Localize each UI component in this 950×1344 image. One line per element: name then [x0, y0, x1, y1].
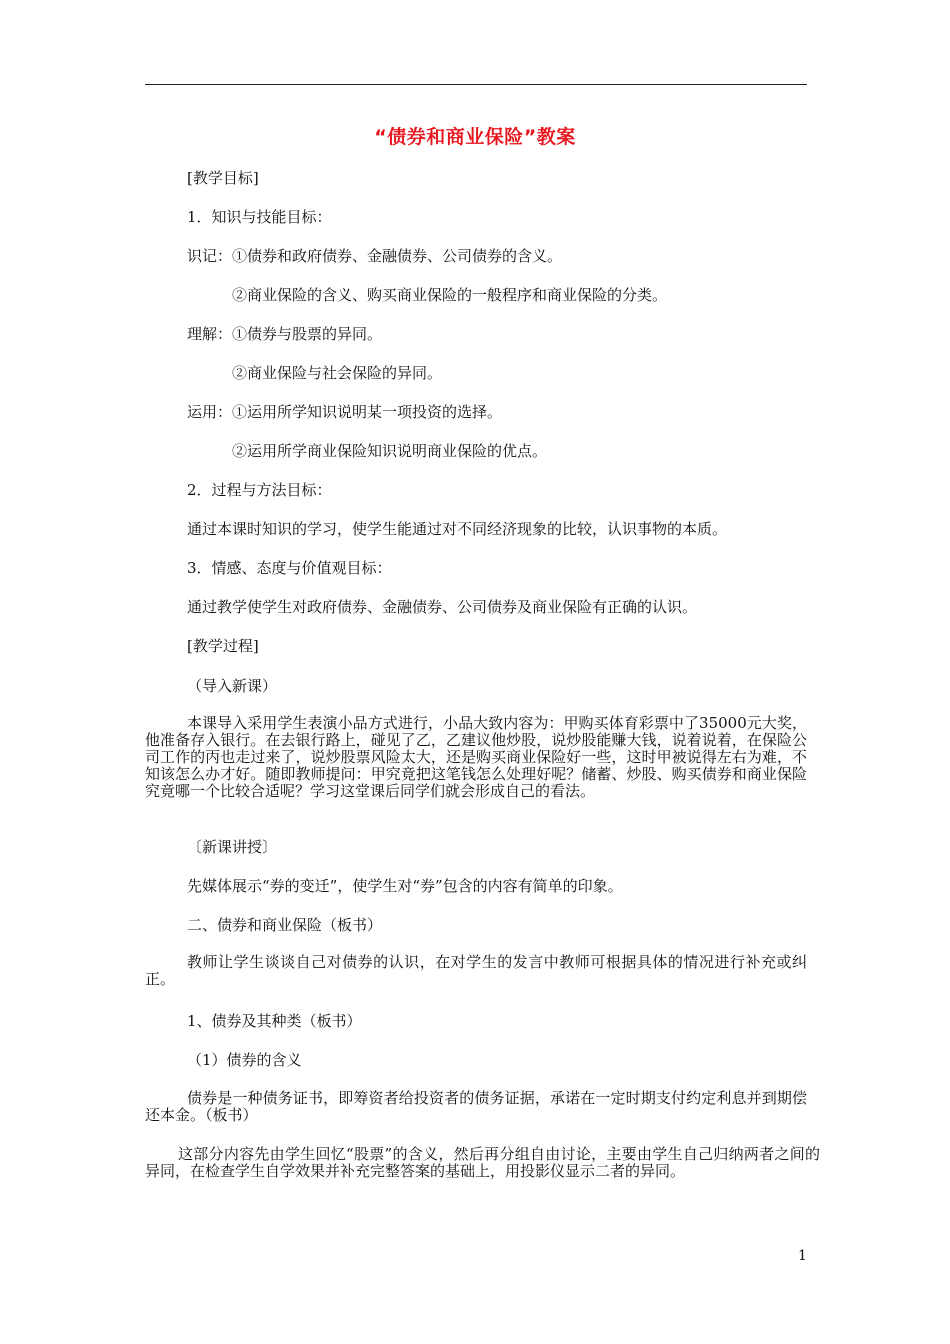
- memorize-2: ②商业保险的含义、购买商业保险的一般程序和商业保险的分类。: [232, 286, 668, 304]
- bond-meaning-heading: （1）债券的含义: [187, 1051, 302, 1069]
- teacher-paragraph: 教师让学生谈谈自己对债券的认识，在对学生的发言中教师可根据具体的情况进行补充或纠正。: [145, 953, 807, 988]
- section-2-heading: 二、债券和商业保险（板书）: [187, 916, 383, 934]
- bond-definition-paragraph: 债券是一种债务证书，即筹资者给投资者的债务证据，承诺在一定时期支付约定利息并到期偿还本金。（板书）: [145, 1089, 807, 1124]
- header-rule: [145, 84, 807, 85]
- understand-2: ②商业保险与社会保险的异同。: [232, 364, 443, 382]
- goal-2: 2．过程与方法目标：: [187, 481, 332, 499]
- discussion-paragraph: 这部分内容先由学生回忆“股票”的含义，然后再分组自由讨论，主要由学生自己归纳两者之间的异同，在检查学生自学效果并补充完整答案的基础上，用投影仪显示二者的异同。: [145, 1145, 820, 1180]
- goal-2-text: 通过本课时知识的学习，使学生能通过对不同经济现象的比较，认识事物的本质。: [187, 520, 728, 538]
- intro-heading: （导入新课）: [187, 677, 278, 695]
- understand-1: 理解：①债券与股票的异同。: [187, 325, 383, 343]
- new-lesson-heading: 〔新课讲授〕: [187, 838, 278, 856]
- intro-paragraph: 本课导入采用学生表演小品方式进行，小品大致内容为：甲购买体育彩票中了35000元大奖，他准备存入银行。在去银行路上，碰见了乙，乙建议他炒股，说炒股能赚大钱，说着说着，在保险公司工作的丙也走过来了，说炒股票风险太大，还是购买商业保险好一些，这时甲被说得左右为难，不知该怎么办才好。随即教师提问：甲究竟把这笔钱怎么处理好呢？储蓄、炒股、购买债券和商业保险究竟哪一个比较合适呢？学习这堂课后同学们就会形成自己的看法。: [145, 714, 807, 800]
- bond-types-heading: 1、债券及其种类（板书）: [187, 1012, 362, 1030]
- memorize-1: 识记：①债券和政府债券、金融债券、公司债券的含义。: [187, 247, 563, 265]
- goals-heading: [教学目标]: [187, 169, 259, 187]
- document-title: “债券和商业保险”教案: [374, 126, 576, 148]
- process-heading: [教学过程]: [187, 637, 259, 655]
- goal-3-text: 通过教学使学生对政府债券、金融债券、公司债券及商业保险有正确的认识。: [187, 598, 698, 616]
- page-number: 1: [798, 1248, 807, 1264]
- goal-3: 3．情感、态度与价值观目标：: [187, 559, 392, 577]
- apply-2: ②运用所学商业保险知识说明商业保险的优点。: [232, 442, 548, 460]
- apply-1: 运用：①运用所学知识说明某一项投资的选择。: [187, 403, 503, 421]
- goal-1: 1．知识与技能目标：: [187, 208, 332, 226]
- media-line: 先媒体展示“券的变迁”，使学生对“券”包含的内容有简单的印象。: [187, 877, 623, 895]
